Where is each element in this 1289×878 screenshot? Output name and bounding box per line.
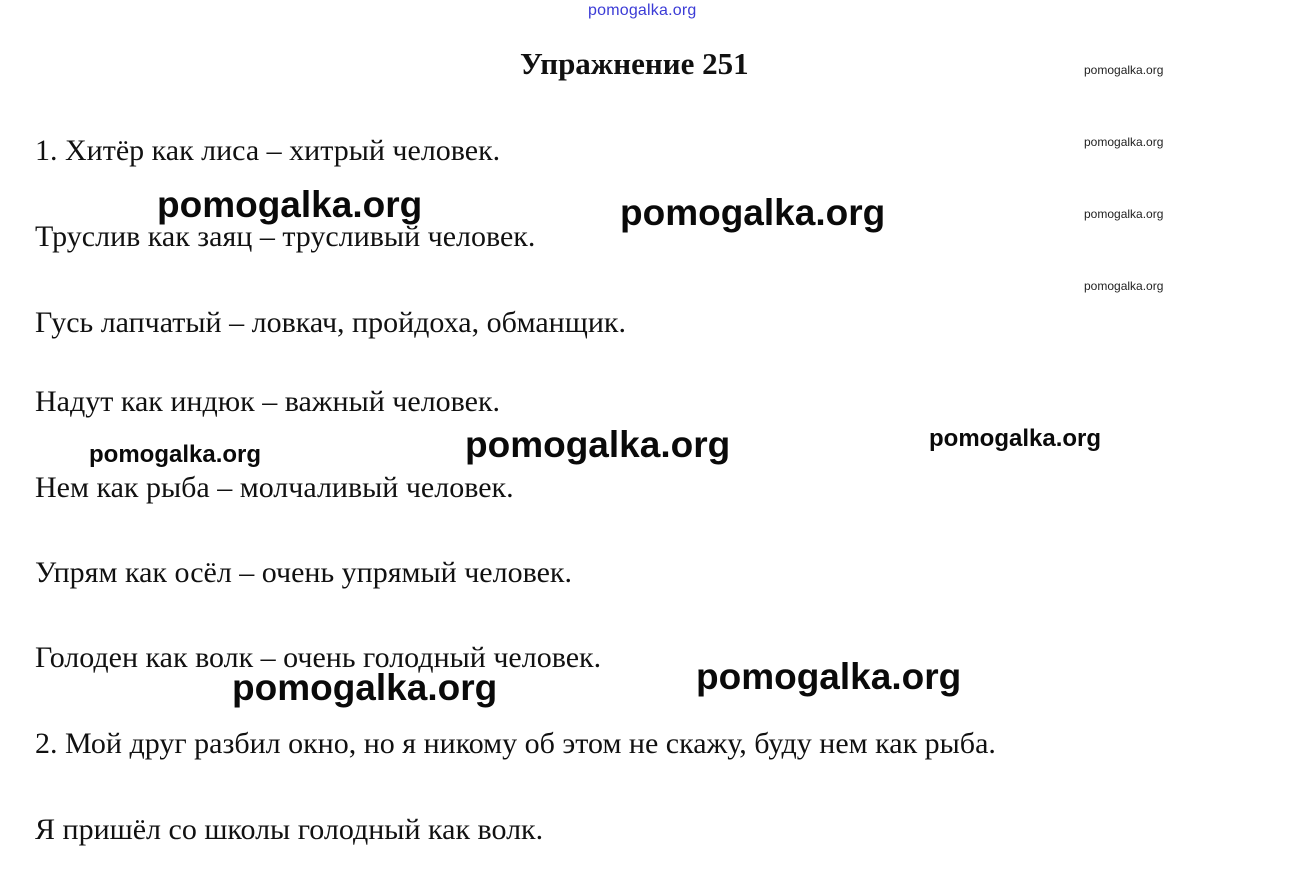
text-line: 1. Хитёр как лиса – хитрый человек. bbox=[35, 134, 501, 167]
text-line: Упрям как осёл – очень упрямый человек. bbox=[35, 556, 572, 589]
text-line: Нем как рыба – молчаливый человек. bbox=[35, 471, 514, 504]
text-line: Голоден как волк – очень голодный человек. bbox=[35, 641, 602, 674]
watermark: pomogalka.org bbox=[929, 425, 1102, 452]
watermark: pomogalka.org bbox=[465, 424, 731, 465]
watermark: pomogalka.org bbox=[232, 667, 498, 708]
text-line: Я пришёл со школы голодный как волк. bbox=[35, 813, 544, 846]
text-line: Гусь лапчатый – ловкач, пройдоха, обманщик. bbox=[35, 306, 626, 339]
text-line: Надут как индюк – важный человек. bbox=[35, 385, 501, 418]
watermark: pomogalka.org bbox=[1084, 135, 1164, 149]
watermark: pomogalka.org bbox=[1084, 63, 1164, 77]
top-site-link[interactable]: pomogalka.org bbox=[588, 2, 697, 19]
watermark: pomogalka.org bbox=[1084, 207, 1164, 221]
watermark: pomogalka.org bbox=[157, 184, 423, 225]
text-line: Труслив как заяц – трусливый человек. bbox=[35, 220, 536, 253]
watermark: pomogalka.org bbox=[1084, 279, 1164, 293]
watermark: pomogalka.org bbox=[696, 656, 962, 697]
page-title: Упражнение 251 bbox=[520, 46, 749, 81]
watermark: pomogalka.org bbox=[620, 192, 886, 233]
text-line: 2. Мой друг разбил окно, но я никому об этом не скажу, буду нем как рыба. bbox=[35, 727, 996, 760]
watermark: pomogalka.org bbox=[89, 441, 262, 468]
